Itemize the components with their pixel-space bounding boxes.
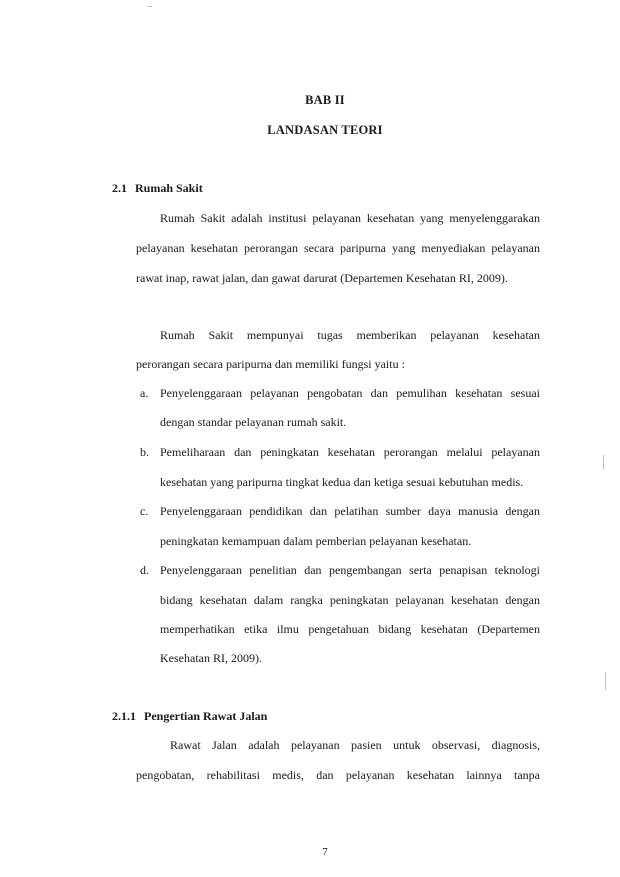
list-item-line: Penyelenggaraan pendidikan dan pelatihan sumber daya manusia dengan	[160, 504, 540, 518]
scan-speck	[148, 6, 152, 7]
list-item-line: kesehatan yang paripurna tingkat kedua dan ketiga sesuai kebutuhan medis.	[160, 475, 524, 489]
list-item-line: peningkatan kemampuan dalam pemberian pelayanan kesehatan.	[160, 534, 472, 548]
list-item-line: bidang kesehatan dalam rangka peningkatan pelayanan kesehatan dengan	[160, 593, 540, 607]
list-item-line: Kesehatan RI, 2009).	[160, 651, 262, 665]
paragraph-line: pengobatan, rehabilitasi medis, dan pelayanan kesehatan lainnya tanpa	[136, 768, 540, 782]
chapter-title: LANDASAN TEORI	[267, 123, 383, 137]
subsection-title: Pengertian Rawat Jalan	[144, 709, 268, 723]
list-marker: a.	[140, 386, 149, 400]
scan-speck	[603, 455, 604, 469]
paragraph-line: Rumah Sakit mempunyai tugas memberikan pelayanan kesehatan	[160, 328, 540, 342]
scan-speck	[605, 672, 606, 690]
paragraph-line: pelayanan kesehatan perorangan secara paripurna yang menyediakan pelayanan	[136, 241, 540, 255]
paragraph-line: Rumah Sakit adalah institusi pelayanan kesehatan yang menyelenggarakan	[160, 211, 540, 225]
list-item-line: memperhatikan etika ilmu pengetahuan bidang kesehatan (Departemen	[160, 622, 540, 636]
paragraph-line: perorangan secara paripurna dan memiliki fungsi yaitu :	[136, 357, 405, 371]
list-marker: b.	[140, 445, 149, 459]
section-number: 2.1	[112, 181, 127, 195]
subsection-number: 2.1.1	[112, 709, 136, 723]
section-title: Rumah Sakit	[135, 181, 203, 195]
paragraph-line: Rawat Jalan adalah pelayanan pasien untuk observasi, diagnosis,	[170, 738, 540, 752]
chapter-number: BAB II	[305, 93, 345, 107]
list-marker: c.	[140, 504, 149, 518]
page-number: 7	[322, 846, 328, 858]
paragraph-line: rawat inap, rawat jalan, dan gawat darurat (Departemen Kesehatan RI, 2009).	[136, 271, 508, 285]
list-item-line: Pemeliharaan dan peningkatan kesehatan perorangan melalui pelayanan	[160, 445, 540, 459]
list-item-line: Penyelenggaraan pelayanan pengobatan dan pemulihan kesehatan sesuai	[160, 386, 540, 400]
list-marker: d.	[140, 563, 149, 577]
list-item-line: dengan standar pelayanan rumah sakit.	[160, 415, 347, 429]
list-item-line: Penyelenggaraan penelitian dan pengembangan serta penapisan teknologi	[160, 563, 540, 577]
